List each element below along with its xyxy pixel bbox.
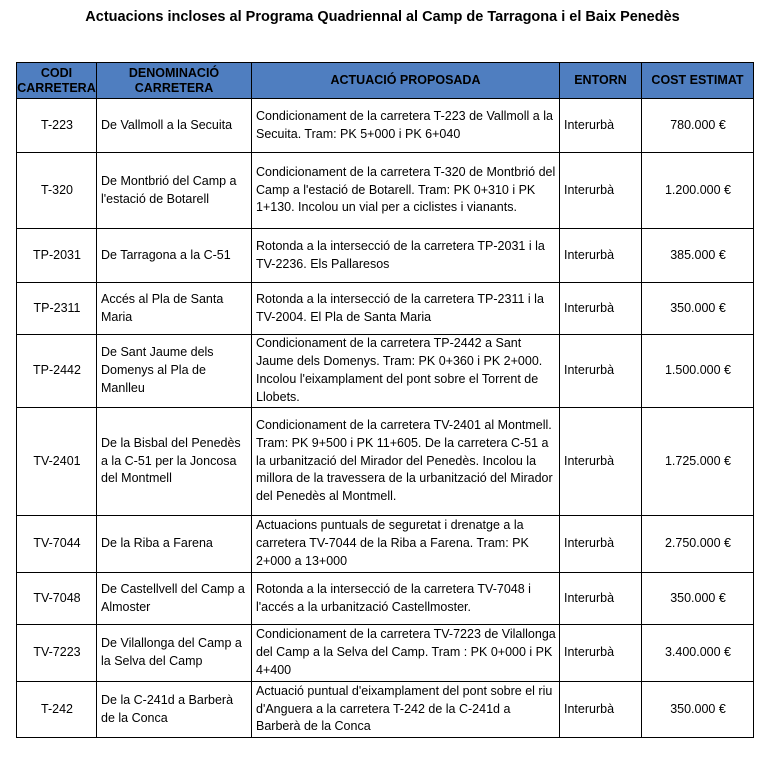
cell-name: De Montbrió del Camp a l'estació de Botarell (97, 153, 252, 229)
cell-action: Condicionament de la carretera TP-2442 a Sant Jaume dels Domenys. Tram: PK 0+360 i PK 2+000. Incolou l'eixamplament del pont sobre el Torrent de Llobets. (252, 335, 560, 408)
cell-action: Condicionament de la carretera T-223 de Vallmoll a la Secuita. Tram: PK 5+000 i PK 6+040 (252, 99, 560, 153)
cell-name: De Sant Jaume dels Domenys al Pla de Manlleu (97, 335, 252, 408)
cell-action: Condicionament de la carretera TV-2401 al Montmell. Tram: PK 9+500 i PK 11+605. De la carretera C-51 a la urbanització del Mirador del Penedès. Incolou la millora de la travessera de la urbanització del Mirador del Penedès al Montmell. (252, 408, 560, 516)
cell-cost: 3.400.000 € (642, 625, 754, 682)
cell-action: Condicionament de la carretera T-320 de Montbrió del Camp a l'estació de Botarell. Tram: PK 0+310 i PK 1+130. Incolou un vial per a ciclistes i vianants. (252, 153, 560, 229)
cell-cost: 1.500.000 € (642, 335, 754, 408)
cell-name: De la Bisbal del Penedès a la C-51 per la Joncosa del Montmell (97, 408, 252, 516)
page-title: Actuacions incloses al Programa Quadriennal al Camp de Tarragona i el Baix Penedès (85, 9, 680, 25)
cell-code: TV-7223 (17, 625, 97, 682)
header-name: DENOMINACIÓ CARRETERA (97, 63, 252, 99)
cell-code: TV-7044 (17, 516, 97, 573)
cell-environment: Interurbà (560, 625, 642, 682)
table-row (17, 573, 754, 625)
cell-name: De Tarragona a la C-51 (97, 229, 252, 283)
cell-code: TV-2401 (17, 408, 97, 516)
cell-cost: 350.000 € (642, 682, 754, 738)
table-row (17, 153, 754, 229)
table-row (17, 99, 754, 153)
header-code: CODI CARRETERA (17, 63, 97, 99)
cell-environment: Interurbà (560, 229, 642, 283)
cell-action: Rotonda a la intersecció de la carretera TP-2031 i la TV-2236. Els Pallaresos (252, 229, 560, 283)
header-action: ACTUACIÓ PROPOSADA (252, 63, 560, 99)
cell-name: De Castellvell del Camp a Almoster (97, 573, 252, 625)
cell-code: TP-2311 (17, 283, 97, 335)
cell-environment: Interurbà (560, 516, 642, 573)
header-cost: COST ESTIMAT (642, 63, 754, 99)
table-row (17, 283, 754, 335)
table-row (17, 335, 754, 408)
table-header-row (17, 63, 754, 99)
cell-cost: 2.750.000 € (642, 516, 754, 573)
cell-code: TV-7048 (17, 573, 97, 625)
cell-cost: 1.200.000 € (642, 153, 754, 229)
cell-cost: 385.000 € (642, 229, 754, 283)
cell-cost: 350.000 € (642, 573, 754, 625)
table-row (17, 682, 754, 738)
cell-environment: Interurbà (560, 283, 642, 335)
cell-name: De Vallmoll a la Secuita (97, 99, 252, 153)
table-row (17, 408, 754, 516)
cell-environment: Interurbà (560, 682, 642, 738)
cell-action: Rotonda a la intersecció de la carretera TP-2311 i la TV-2004. El Pla de Santa Maria (252, 283, 560, 335)
cell-code: T-320 (17, 153, 97, 229)
cell-action: Actuació puntual d'eixamplament del pont sobre el riu d'Anguera a la carretera T-242 de la C-241d a Barberà de la Conca (252, 682, 560, 738)
cell-cost: 780.000 € (642, 99, 754, 153)
cell-action: Rotonda a la intersecció de la carretera TV-7048 i l'accés a la urbanització Castellmoster. (252, 573, 560, 625)
cell-name: De Vilallonga del Camp a la Selva del Camp (97, 625, 252, 682)
cell-environment: Interurbà (560, 573, 642, 625)
table-row (17, 229, 754, 283)
cell-environment: Interurbà (560, 335, 642, 408)
cell-code: TP-2031 (17, 229, 97, 283)
cell-code: TP-2442 (17, 335, 97, 408)
cell-cost: 350.000 € (642, 283, 754, 335)
cell-environment: Interurbà (560, 99, 642, 153)
cell-environment: Interurbà (560, 408, 642, 516)
cell-action: Condicionament de la carretera TV-7223 de Vilallonga del Camp a la Selva del Camp. Tram : PK 0+000 i PK 4+400 (252, 625, 560, 682)
cell-name: Accés al Pla de Santa Maria (97, 283, 252, 335)
cell-environment: Interurbà (560, 153, 642, 229)
cell-code: T-242 (17, 682, 97, 738)
cell-action: Actuacions puntuals de seguretat i drenatge a la carretera TV-7044 de la Riba a Farena. Tram: PK 2+000 a 13+000 (252, 516, 560, 573)
cell-name: De la C-241d a Barberà de la Conca (97, 682, 252, 738)
table-row (17, 516, 754, 573)
header-environment: ENTORN (560, 63, 642, 99)
actions-table (16, 62, 754, 738)
cell-cost: 1.725.000 € (642, 408, 754, 516)
cell-code: T-223 (17, 99, 97, 153)
table-row (17, 625, 754, 682)
cell-name: De la Riba a Farena (97, 516, 252, 573)
